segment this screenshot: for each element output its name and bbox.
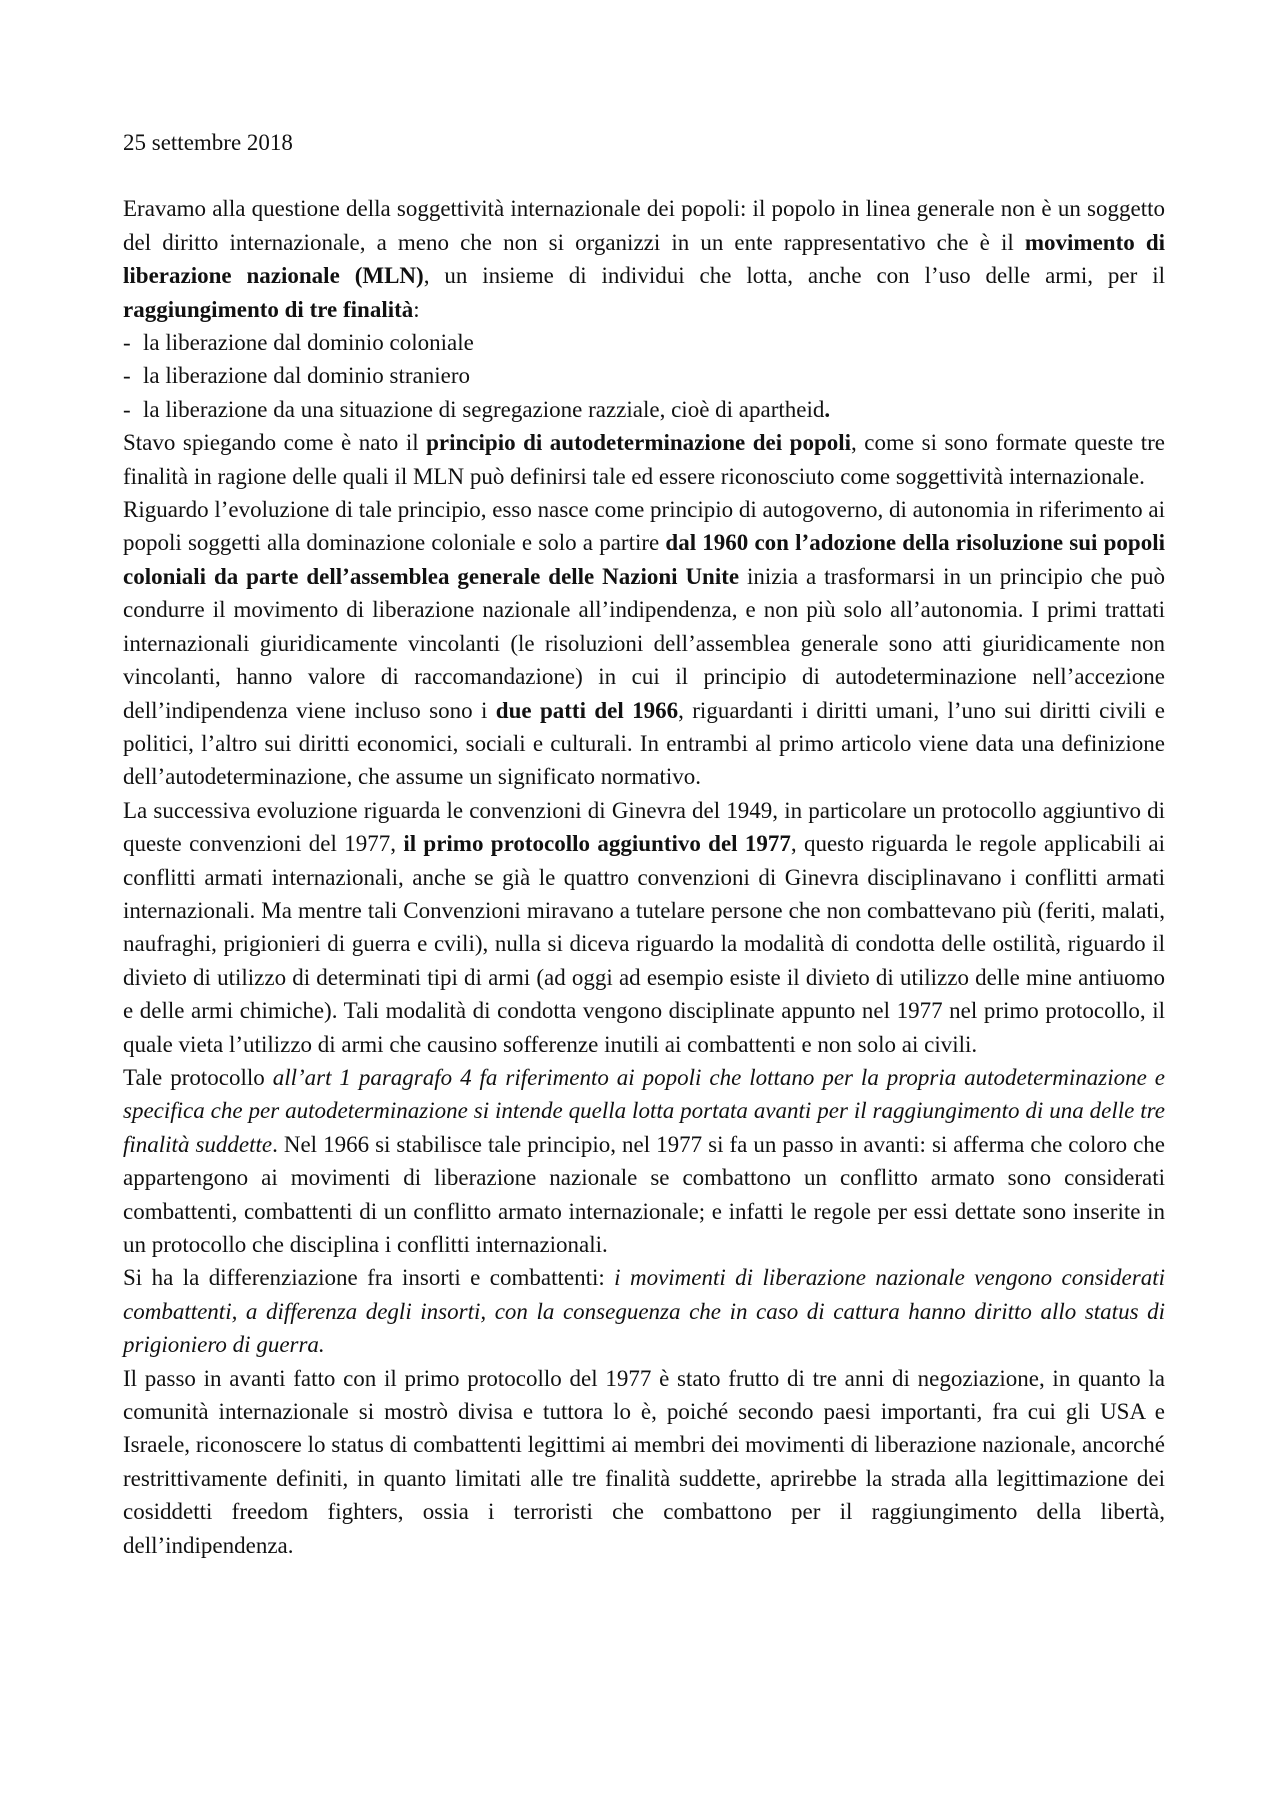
intro-paragraph <box>123 192 1165 326</box>
finalita-list <box>123 326 1165 426</box>
paragraph-ginevra <box>123 794 1165 1061</box>
paragraph-insorti-combattenti <box>123 1261 1165 1361</box>
dash-bullet: - <box>123 396 131 422</box>
document-date: 25 settembre 2018 <box>123 130 293 155</box>
paragraph-text: Riguardo l’evoluzione di tale principio, esso nasce come principio di autogoverno, di autonomia in riferimento ai popoli soggetti alla dominazione coloniale e solo a partire <box>123 497 1165 556</box>
list-item-text: la liberazione da una situazione di segregazione razziale, cioè di apartheid <box>143 396 825 422</box>
paragraph-negoziazione <box>123 1362 1165 1562</box>
intro-text-2: , un insieme di individui che lotta, anche con l’uso delle armi, per il <box>423 263 1165 289</box>
paragraph-text: Stavo spiegando come è nato il <box>123 430 427 456</box>
list-item <box>123 359 1165 392</box>
intro-text-1: Eravamo alla questione della soggettività internazionale dei popoli: il popolo in linea generale non è un soggetto del diritto internazionale, a meno che non si organizzi in un ente rappresentativo che è il <box>123 196 1165 255</box>
bold-1960-risoluzione: dal 1960 con l’adozione della risoluzione sui popoli coloniali da parte dell’assemblea generale delle Nazioni Unite <box>123 530 1165 589</box>
dash-bullet: - <box>123 363 131 389</box>
list-item-text: la liberazione dal dominio coloniale <box>143 330 474 356</box>
document-page <box>123 126 1165 1562</box>
paragraph-text: inizia a trasformarsi in un principio che può condurre il movimento di liberazione nazionale all’indipendenza, e non più solo all’autonomia. I primi trattati internazionali giuridicamente vincolanti (le risoluzioni dell’assemblea generale sono atti giuridicamente non vincolanti, hanno valore di raccomandazione) in cui il principio di autodeterminazione nell’accezione dell’indipendenza viene incluso sono i <box>123 563 1165 723</box>
paragraph-text: Il passo in avanti fatto con il primo protocollo del 1977 è stato frutto di tre anni di negoziazione, in quanto la comunità internazionale si mostrò divisa e tuttora lo è, poiché secondo paesi importanti, fra cui gli USA e Israele, riconoscere lo status di combattenti legittimi ai membri dei movimenti di liberazione nazionale, ancorché restrittivamente definiti, in quanto limitati alle tre finalità suddette, aprirebbe la strada alla legittimazione dei cosiddetti freedom fighters, ossia i terroristi che combattono per il raggiungimento della libertà, dell’indipendenza. <box>123 1365 1165 1558</box>
intro-bold-finalita: raggiungimento di tre finalità <box>123 296 414 322</box>
paragraph-text: , come si sono formate queste tre finalità in ragione delle quali il MLN può definirsi tale ed essere riconosciuto come soggettività internazionale. <box>123 430 1165 489</box>
paragraph-autodeterminazione <box>123 426 1165 493</box>
paragraph-text: . Nel 1966 si stabilisce tale principio, nel 1977 si fa un passo in avanti: si afferma che coloro che appartengono ai movimenti di liberazione nazionale se combattono un conflitto armato sono considerati combattenti, combattenti di un conflitto armato internazionale; e infatti le regole per essi dettate sono inserite in un protocollo che disciplina i conflitti internazionali. <box>123 1131 1165 1257</box>
italic-art-1: all’art 1 paragrafo 4 fa riferimento ai popoli che lottano per la propria autodeterminazione e specifica che per autodeterminazione si intende quella lotta portata avanti per il raggiungimento di una delle tre finalità suddette <box>123 1064 1165 1157</box>
italic-prigioniero: i movimenti di liberazione nazionale vengono considerati combattenti, a differenza degli insorti, con la conseguenza che in caso di cattura hanno diritto allo status di prigioniero di guerra. <box>123 1265 1165 1358</box>
paragraph-text: Si ha la differenziazione fra insorti e combattenti: <box>123 1265 615 1291</box>
paragraph-text: , riguardanti i diritti umani, l’uno sui diritti civili e politici, l’altro sui diritti economici, sociali e culturali. In entrambi al primo articolo viene data una definizione dell’autodeterminazione, che assume un significato normativo. <box>123 697 1165 790</box>
bold-principio: principio di autodeterminazione dei popoli <box>426 430 852 456</box>
list-item <box>123 393 1165 426</box>
paragraph-evoluzione <box>123 493 1165 794</box>
paragraph-text: La successiva evoluzione riguarda le convenzioni di Ginevra del 1949, in particolare un protocollo aggiuntivo di queste convenzioni del 1977, <box>123 797 1165 857</box>
list-item-end-period: . <box>824 396 831 422</box>
paragraph-text: Tale protocollo <box>123 1064 273 1090</box>
bold-protocollo-1977: il primo protocollo aggiuntivo del 1977 <box>403 831 791 857</box>
intro-bold-mln: movimento di liberazione nazionale (MLN) <box>123 229 1165 289</box>
paragraph-protocollo <box>123 1061 1165 1261</box>
dash-bullet: - <box>123 330 131 356</box>
bold-patti-1966: due patti del 1966 <box>495 697 679 723</box>
list-item-text: la liberazione dal dominio straniero <box>143 363 470 389</box>
paragraph-text: , questo riguarda le regole applicabili ai conflitti armati internazionali, anche se già le quattro convenzioni di Ginevra disciplinavano i conflitti armati internazionali. Ma mentre tali Convenzioni miravano a tutelare persone che non combattevano più (feriti, malati, naufraghi, prigionieri di guerra e cvili), nulla si diceva riguardo la modalità di condotta delle ostilità, riguardo il divieto di utilizzo di determinati tipi di armi (ad oggi ad esempio esiste il divieto di utilizzo delle mine antiuomo e delle armi chimiche). Tali modalità di condotta vengono disciplinate appunto nel 1977 nel primo protocollo, il quale vieta l’utilizzo di armi che causino sofferenze inutili ai combattenti e non solo ai civili. <box>123 831 1166 1057</box>
intro-text-3: : <box>413 296 420 322</box>
list-item <box>123 326 1165 359</box>
